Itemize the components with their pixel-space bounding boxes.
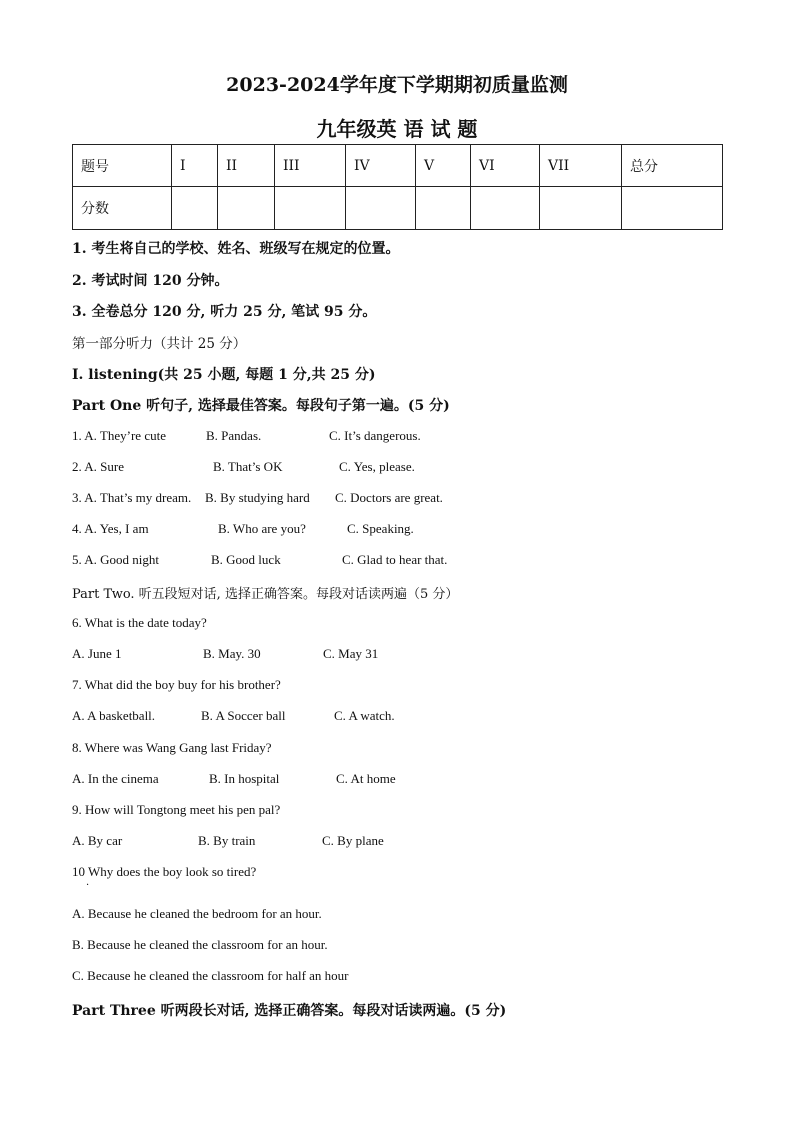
q10-question: 10 Why does the boy look so tired? [72, 864, 257, 879]
score-header-cell: VI [471, 145, 540, 187]
q8-option-b: B. In hospital [209, 771, 280, 786]
q4-option-a: 4. A. Yes, I am [72, 521, 149, 536]
part-three-heading: Part Three 听两段长对话, 选择正确答案。每段对话读两遍。(5 分) [72, 1003, 507, 1019]
q10-option-c: C. Because he cleaned the classroom for half an hour [72, 968, 349, 983]
note-3: 3. 全卷总分 120 分, 听力 25 分, 笔试 95 分。 [72, 304, 377, 320]
score-cell[interactable] [471, 187, 540, 230]
note-1: 1. 考生将自己的学校、姓名、班级写在规定的位置。 [72, 241, 400, 257]
q6-question: 6. What is the date today? [72, 615, 207, 630]
score-cell[interactable] [172, 187, 218, 230]
q7-option-a: A. A basketball. [72, 708, 156, 723]
part-one-heading: Part One 听句子, 选择最佳答案。每段句子第一遍。(5 分) [72, 398, 450, 414]
score-row-label: 分数 [73, 187, 172, 230]
score-header-cell: I [172, 145, 218, 187]
q10-option-a: A. Because he cleaned the bedroom for an hour. [72, 906, 322, 921]
q5-option-b: B. Good luck [211, 552, 281, 567]
score-table [72, 144, 723, 230]
q1-option-b: B. Pandas. [206, 428, 262, 443]
q8-option-a: A. In the cinema [72, 771, 159, 786]
q9-option-b: B. By train [198, 833, 256, 848]
score-header-cell: III [275, 145, 346, 187]
exam-subtitle: 九年级英 语 试 题 [316, 117, 478, 141]
q8-question: 8. Where was Wang Gang last Friday? [72, 740, 272, 755]
stray-dot: · [86, 880, 90, 891]
score-header-cell: 题号 [73, 145, 172, 187]
part-two-heading: Part Two. 听五段短对话, 选择正确答案。每段对话读两遍（5 分） [72, 587, 459, 602]
q10-option-b: B. Because he cleaned the classroom for an hour. [72, 937, 328, 952]
score-cell[interactable] [622, 187, 723, 230]
q5-option-c: C. Glad to hear that. [342, 552, 448, 567]
q9-question: 9. How will Tongtong meet his pen pal? [72, 802, 281, 817]
q2-option-c: C. Yes, please. [339, 459, 415, 474]
q7-question: 7. What did the boy buy for his brother? [72, 677, 281, 692]
score-header-cell: IV [346, 145, 416, 187]
q6-option-a: A. June 1 [72, 646, 122, 661]
score-cell[interactable] [346, 187, 416, 230]
section-heading: I. listening(共 25 小题, 每题 1 分,共 25 分) [72, 367, 376, 383]
q3-option-c: C. Doctors are great. [335, 490, 443, 505]
exam-title: 2023-2024学年度下学期期初质量监测 [226, 74, 568, 96]
score-cell[interactable] [218, 187, 275, 230]
score-cell[interactable] [275, 187, 346, 230]
score-header-cell: V [416, 145, 471, 187]
part1-heading: 第一部分听力（共计 25 分） [72, 336, 247, 352]
score-cell[interactable] [540, 187, 622, 230]
q3-option-b: B. By studying hard [205, 490, 310, 505]
q4-option-c: C. Speaking. [347, 521, 414, 536]
q2-option-b: B. That’s OK [213, 459, 283, 474]
score-table-score-row [73, 187, 723, 230]
q4-option-b: B. Who are you? [218, 521, 306, 536]
note-2: 2. 考试时间 120 分钟。 [72, 273, 229, 289]
q1-option-a: 1. A. They’re cute [72, 428, 166, 443]
q6-option-c: C. May 31 [323, 646, 379, 661]
score-header-cell: VII [540, 145, 622, 187]
q6-option-b: B. May. 30 [203, 646, 261, 661]
q9-option-c: C. By plane [322, 833, 384, 848]
q8-option-c: C. At home [336, 771, 396, 786]
q7-option-b: B. A Soccer ball [201, 708, 286, 723]
q1-option-c: C. It’s dangerous. [329, 428, 421, 443]
q5-option-a: 5. A. Good night [72, 552, 160, 567]
score-header-cell: 总分 [622, 145, 723, 187]
score-table-header-row [73, 145, 723, 187]
q2-option-a: 2. A. Sure [72, 459, 124, 474]
q7-option-c: C. A watch. [334, 708, 395, 723]
q3-option-a: 3. A. That’s my dream. [72, 490, 192, 505]
q9-option-a: A. By car [72, 833, 123, 848]
score-cell[interactable] [416, 187, 471, 230]
score-header-cell: II [218, 145, 275, 187]
